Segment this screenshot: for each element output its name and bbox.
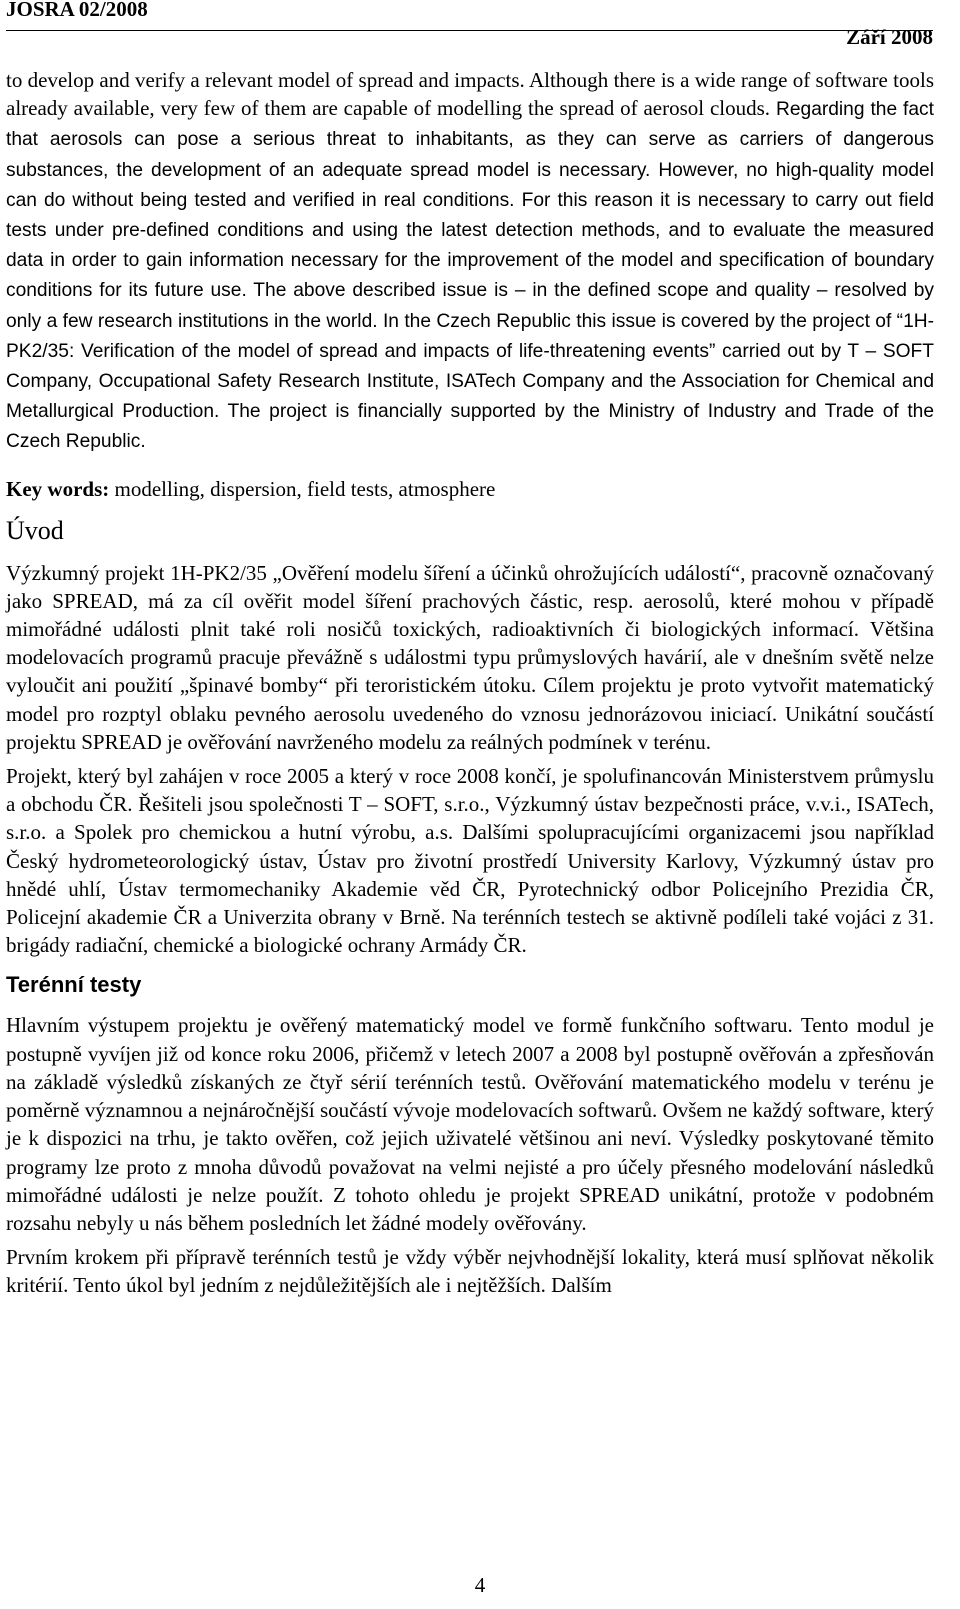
uvod-paragraph-1: Výzkumný projekt 1H-PK2/35 „Ověření modelu šíření a účinků ohrožujících událostí“, pracovně označovaný jako SPREAD, má za cíl ověřit model šíření prachových částic, resp. aerosolů, které mohou v případě mimořádné události plnit také roli nosičů toxických, radioaktivních či biologických informací. Většina modelovacích programů pracuje převážně s událostmi typu průmyslových havárií, ale v dnešním světě nelze vyloučit ani použití „špinavé bomby“ při teroristickém útoku. Cílem projektu je proto vytvořit matematický model pro rozptyl oblaku pevného aerosolu uvedeného do vznosu jednorázovou iniciací. Unikátní součástí projektu SPREAD je ověřování navrženého modelu za reálných podmínek v terénu. [6, 560, 934, 754]
abstract-sentence-1: to develop and verify a relevant model of spread and impacts. Although there is a wide range of software tools already available, very few of them are capable of modelling the spread of aerosol clouds. [6, 68, 934, 121]
section-heading-uvod: Úvod [6, 515, 64, 545]
uvod-paragraph-2: Projekt, který byl zahájen v roce 2005 a který v roce 2008 končí, je spolufinancován Ministerstvem průmyslu a obchodu ČR. Řešiteli jsou společnosti T – SOFT, s.r.o., Výzkumný ústav bezpečnosti práce, v.v.i., ISATech, s.r.o. a Spolek pro chemickou a hutní výrobu, a.s. Dalšími spolupracujícími organizacemi jsou například Český hydrometeorologický ústav, Ústav pro životní prostředí University Karlovy, Výzkumný ústav pro hnědé uhlí, Ústav termomechaniky Akademie věd ČR, Pyrotechnický odbor Policejního Prezidia ČR, Policejní akademie ČR a Univerzita obrany v Brně. Na terénních testech se aktivně podíleli také vojáci z 31. brigády radiační, chemické a biologické ochrany Armády ČR. [6, 764, 934, 958]
terenni-paragraph-1: Hlavním výstupem projektu je ověřený matematický model ve formě funkčního softwaru. Tento modul je postupně vyvíjen již od konce roku 2006, přičemž v letech 2007 a 2008 byl postupně ověřován a zpřesňován na základě výsledků získaných ze čtyř sérií terénních testů. Ověřování matematického modelu v terénu je poměrně významnou a nejnáročnější součástí vývoje modelovacích softwarů. Ovšem ne každý software, který je k dispozici na trhu, je takto ověřen, což jejich uživatelé většinou ani neví. Výsledky poskytované těmito programy lze proto z mnoha důvodů považovat na velmi nejisté a pro účely přesného modelování následků mimořádné události je nelze použít. Z tohoto ohledu je projekt SPREAD unikátní, protože v podobném rozsahu nebyly u nás během posledních let žádné modely ověřovány. [6, 1013, 934, 1235]
keywords-line [6, 475, 934, 503]
section-heading-terenni-testy: Terénní testy [6, 972, 142, 998]
abstract-sentence-3: For this reason it is necessary to carry out field tests under pre-defined conditions and using the latest detection methods, and to evaluate the measured data in order to gain information necessary for the improvement of the model and specification of boundary conditions for its future use. The above described issue is – in the defined scope and quality – resolved by only a few research institutions in the world. In the Czech Republic this issue is covered by the project of “1H-PK2/35: Verification of the model of spread and impacts of life-threatening events” carried out by T – SOFT Company, Occupational Safety Research Institute, ISATech Company and the Association for Chemical and Metallurgical Production. The project is financially supported by the Ministry of Industry and Trade of the Czech Republic. [6, 189, 935, 453]
issue-date: Září 2008 [846, 25, 933, 49]
page-number: 4 [474, 1573, 486, 1597]
keywords-text: modelling, dispersion, field tests, atmosphere [109, 476, 496, 501]
page-content [6, 66, 934, 1300]
abstract-paragraph [6, 66, 934, 457]
terenni-paragraph-2: Prvním krokem při přípravě terénních testů je vždy výběr nejvhodnější lokality, která musí splňovat několik kritérií. Tento úkol byl jedním z nejdůležitějších ale i nejtěžších. Dalším [6, 1245, 934, 1298]
abstract-sentence-2: Regarding the fact that aerosols can pose a serious threat to inhabitants, as they can serve as carriers of dangerous substances, the development of an adequate spread model is necessary. However, no high-quality model can do without being tested and verified in real conditions. [6, 99, 934, 211]
page-header [6, 0, 933, 49]
journal-title: JOSRA 02/2008 [6, 0, 148, 21]
keywords-label: Key words: [6, 476, 110, 501]
